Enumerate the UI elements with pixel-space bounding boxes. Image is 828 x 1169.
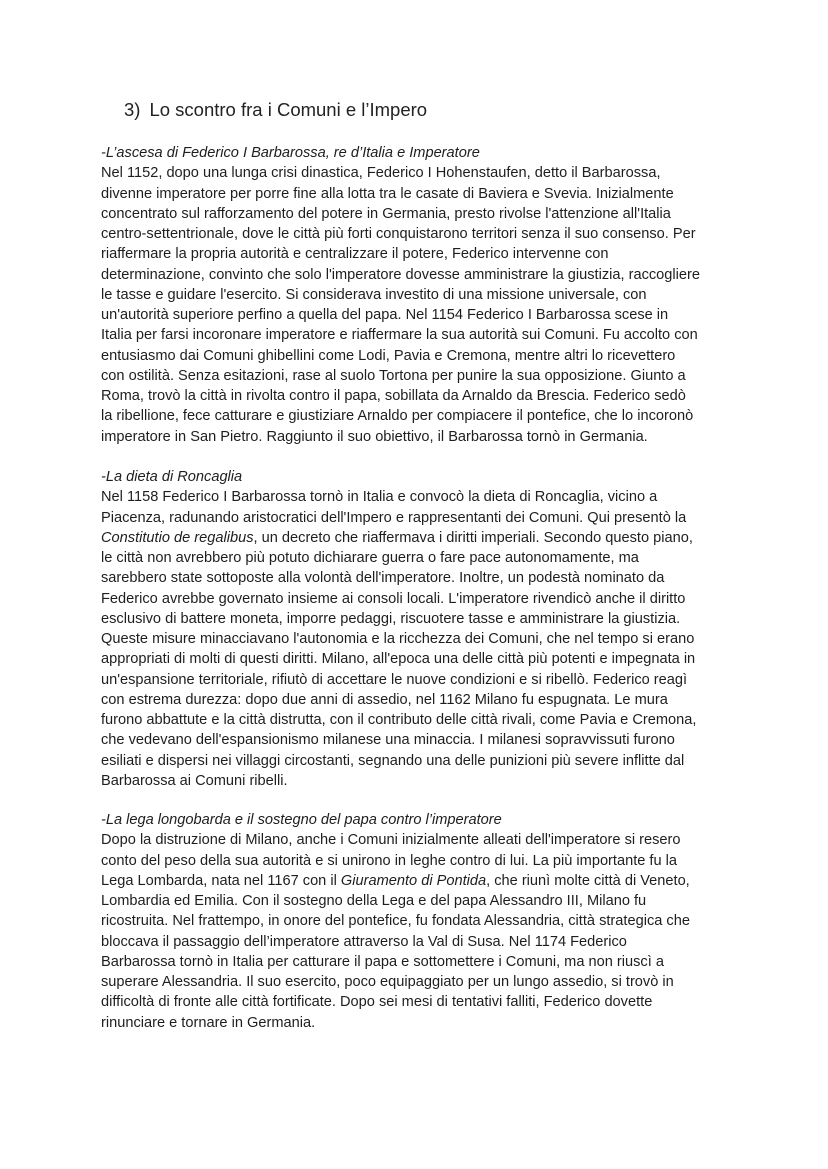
paragraph-line bbox=[101, 871, 741, 891]
paragraph-line: conto del peso della sua autorità e si unirono in leghe contro di lui. La più importante fu la bbox=[101, 852, 678, 869]
paragraph-line: Federico avrebbe governato insieme ai consoli locali. L'imperatore rivendicò anche il diritto bbox=[101, 590, 686, 607]
paragraph-line: superare Alessandria. Il suo esercito, poco equipaggiato per un lungo assedio, si trovò in bbox=[101, 974, 674, 990]
paragraph-line: furono abbattute e la città distrutta, con il contributo delle città rivali, come Pavia e Cremona, bbox=[101, 712, 697, 728]
paragraph-line: Nel 1158 Federico I Barbarossa tornò in Italia e convocò la dieta di Roncaglia, vicino a bbox=[101, 489, 658, 506]
paragraph-line: un'autorità superiore perfino a quella del papa. Nel 1154 Federico I Barbarossa scese in bbox=[101, 307, 669, 323]
paragraph-line: sarebbero state sottoposte alla volontà dell'imperatore. Inoltre, un podestà nominato da bbox=[101, 570, 665, 587]
paragraph-line: le città non avrebbero più potuto dichiarare guerra o fare pace autonomamente, ma bbox=[101, 550, 639, 566]
paragraph-line: Queste misure minacciavano l'autonomia e la ricchezza dei Comuni, che nel tempo si erano bbox=[101, 631, 695, 647]
paragraph-line: che vedevano dell'espansionismo milanese una minaccia. I milanesi sopravvissuti furono bbox=[101, 732, 675, 749]
paragraph-line bbox=[101, 528, 741, 548]
section-dieta-roncaglia bbox=[101, 467, 741, 791]
section-heading: -L’ascesa di Federico I Barbarossa, re d’Italia e Imperatore bbox=[101, 145, 480, 161]
paragraph-line: la ribellione, fece catturare e giustiziare Arnaldo per compiacere il pontefice, che lo incoronò bbox=[101, 408, 694, 425]
section-heading: -La dieta di Roncaglia bbox=[101, 469, 243, 485]
paragraph-line: riaffermare la propria autorità e centralizzare il potere, Federico intervenne con bbox=[101, 246, 609, 263]
paragraph-line: determinazione, convinto che solo l'imperatore dovesse amministrare la giustizia, raccogliere bbox=[101, 266, 700, 283]
paragraph-line: imperatore in San Pietro. Raggiunto il suo obiettivo, il Barbarossa tornò in Germania. bbox=[101, 428, 648, 445]
section-lega-lombarda bbox=[101, 810, 741, 1033]
paragraph-line: Italia per farsi incoronare imperatore e riaffermare la sua autorità sui Comuni. Fu accolto con bbox=[101, 327, 698, 344]
paragraph-line: Barbarossa tornò in Italia per catturare il papa e sottomettere i Comuni, ma non riuscì a bbox=[101, 953, 664, 970]
paragraph-line: un'espansione territoriale, rifiutò di accettare le nuove condizioni e si ribellò. Federico reagì bbox=[101, 671, 688, 688]
section-ascesa-barbarossa bbox=[101, 143, 741, 447]
title-number: 3) bbox=[124, 99, 141, 120]
paragraph-line: Barbarossa ai Comuni ribelli. bbox=[101, 772, 288, 789]
paragraph-text: , che riunì molte città di Veneto, bbox=[486, 872, 690, 889]
paragraph-line: Lombardia ed Emilia. Con il sostegno della Lega e del papa Alessandro III, Milano fu bbox=[101, 893, 647, 909]
paragraph-line: esiliati e dispersi nei villaggi circostanti, segnando una delle punizioni più severe inflitte dal bbox=[101, 752, 685, 769]
paragraph-text: , un decreto che riaffermava i diritti imperiali. Secondo questo piano, bbox=[253, 529, 693, 546]
paragraph-line: Piacenza, radunando aristocratici dell'Impero e rappresentanti dei Comuni. Qui presentò la bbox=[101, 509, 687, 526]
paragraph-line: rinunciare e tornare in Germania. bbox=[101, 1014, 316, 1031]
title-text: Lo scontro fra i Comuni e l’Impero bbox=[149, 99, 428, 120]
paragraph-line: Dopo la distruzione di Milano, anche i Comuni inizialmente alleati dell'imperatore si resero bbox=[101, 832, 681, 849]
paragraph-line: bloccava il passaggio dell’imperatore attraverso la Val di Susa. Nel 1174 Federico bbox=[101, 933, 627, 950]
paragraph-line: ricostruita. Nel frattempo, in onore del pontefice, fu fondata Alessandria, città strategica che bbox=[101, 913, 690, 930]
paragraph-line: con estrema durezza: dopo due anni di assedio, nel 1162 Milano fu espugnata. Le mura bbox=[101, 691, 668, 708]
italic-term: Giuramento di Pontida bbox=[340, 872, 487, 889]
paragraph-text: Lega Lombarda, nata nel 1167 con il bbox=[101, 872, 341, 889]
paragraph-line: difficoltà di fronte alle città fortificate. Dopo sei mesi di tentativi falliti, Federico dovette bbox=[101, 994, 653, 1011]
italic-term: Constitutio de regalibus bbox=[101, 529, 254, 546]
paragraph-line: Roma, trovò la città in rivolta contro il papa, sobillata da Arnaldo da Brescia. Federico sedò bbox=[101, 388, 686, 404]
paragraph-line: Nel 1152, dopo una lunga crisi dinastica, Federico I Hohenstaufen, detto il Barbarossa, bbox=[101, 165, 661, 182]
paragraph-line: appropriati di molti di questi diritti. Milano, all'epoca una delle città più potenti e impegnata in bbox=[101, 651, 696, 668]
paragraph-line: le tasse e guidare l'esercito. Si considerava investito di una missione universale, con bbox=[101, 286, 647, 303]
paragraph-line: con ostilità. Senza esitazioni, rase al suolo Tortona per punire la sua opposizione. Giunto a bbox=[101, 367, 686, 384]
section-heading: -La lega longobarda e il sostegno del papa contro l’imperatore bbox=[101, 812, 502, 828]
page-title bbox=[124, 99, 427, 121]
paragraph-line: concentrato sul rafforzamento del potere in Germania, presto rivolse l'attenzione all'Italia bbox=[101, 205, 671, 222]
paragraph-line: divenne imperatore per porre fine alla lotta tra le casate di Baviera e Svevia. Inizialmente bbox=[101, 185, 674, 202]
paragraph-line: centro-settentrionale, dove le città più forti conquistarono territori senza il suo consenso. Per bbox=[101, 226, 696, 242]
paragraph-line: esclusivo di battere moneta, imporre pedaggi, riscuotere tasse e amministrare la giustizia. bbox=[101, 610, 681, 627]
paragraph-line: entusiasmo dai Comuni ghibellini come Lodi, Pavia e Cremona, mentre altri lo ricevettero bbox=[101, 347, 676, 364]
